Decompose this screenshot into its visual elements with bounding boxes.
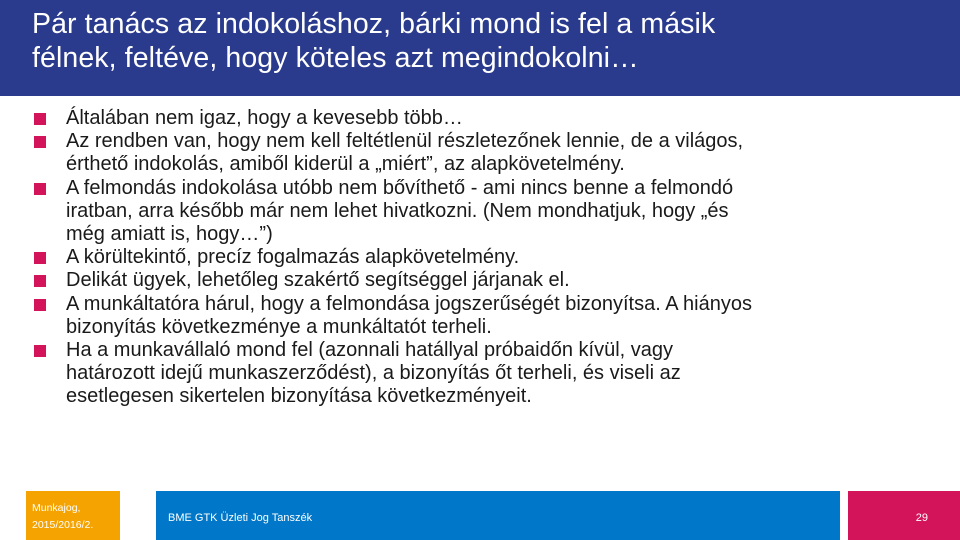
bullet-line: iratban, arra később már nem lehet hivatkozni. (Nem mondhatjuk, hogy „és: [66, 199, 729, 222]
bullet-item: [34, 269, 934, 292]
slide-title-bar: [0, 0, 960, 96]
bullet-line: Az rendben van, hogy nem kell feltétlenül részletezőnek lennie, de a világos,: [66, 130, 744, 153]
footer-department-box: [156, 491, 840, 540]
slide-content: [34, 107, 934, 409]
square-bullet-icon: [34, 113, 46, 125]
bullet-item: [34, 246, 934, 269]
square-bullet-icon: [34, 136, 46, 148]
bullet-item: [34, 339, 934, 409]
footer-course-line-2: 2015/2016/2.: [32, 519, 94, 531]
page-number: 29: [915, 512, 928, 524]
bullet-item: [34, 293, 934, 339]
square-bullet-icon: [34, 183, 46, 195]
bullet-line: A munkáltatóra hárul, hogy a felmondása jogszerűségét bizonyítsa. A hiányos: [66, 292, 752, 315]
bullet-item: [34, 107, 934, 130]
footer-course-box: [26, 491, 120, 540]
bullet-line: még amiatt is, hogy…”): [66, 223, 273, 246]
bullet-item: [34, 130, 934, 176]
bullet-line: határozott idejű munkaszerződést), a bizonyítás őt terheli, és viseli az: [66, 362, 681, 385]
bullet-line: Delikát ügyek, lehetőleg szakértő segítséggel járjanak el.: [66, 269, 570, 292]
bullet-item: [34, 177, 934, 247]
bullet-line: A felmondás indokolása utóbb nem bővíthető - ami nincs benne a felmondó: [66, 176, 734, 199]
slide-title: [32, 7, 930, 75]
bullet-list: [34, 107, 934, 409]
square-bullet-icon: [34, 275, 46, 287]
slide-title-line-1: Pár tanács az indokoláshoz, bárki mond is fel a másik: [32, 8, 716, 40]
footer-course-line-1: Munkajog,: [32, 502, 81, 514]
slide-title-line-2: félnek, feltéve, hogy köteles azt megindokolni…: [32, 42, 639, 74]
bullet-line: A körültekintő, precíz fogalmazás alapkövetelmény.: [66, 246, 520, 269]
bullet-line: Ha a munkavállaló mond fel (azonnali hatállyal próbaidőn kívül, vagy: [66, 339, 674, 362]
footer-department-label: BME GTK Üzleti Jog Tanszék: [168, 512, 313, 524]
bullet-line: esetlegesen sikertelen bizonyítása következményeit.: [66, 385, 532, 408]
square-bullet-icon: [34, 299, 46, 311]
bullet-line: érthető indokolás, amiből kiderül a „miért”, az alapkövetelmény.: [66, 153, 625, 176]
square-bullet-icon: [34, 252, 46, 264]
footer-page-box: [848, 491, 960, 540]
bullet-line: Általában nem igaz, hogy a kevesebb több…: [66, 107, 463, 129]
square-bullet-icon: [34, 345, 46, 357]
bullet-line: bizonyítás következménye a munkáltatót terheli.: [66, 315, 492, 338]
footer-course-label: [32, 500, 120, 534]
